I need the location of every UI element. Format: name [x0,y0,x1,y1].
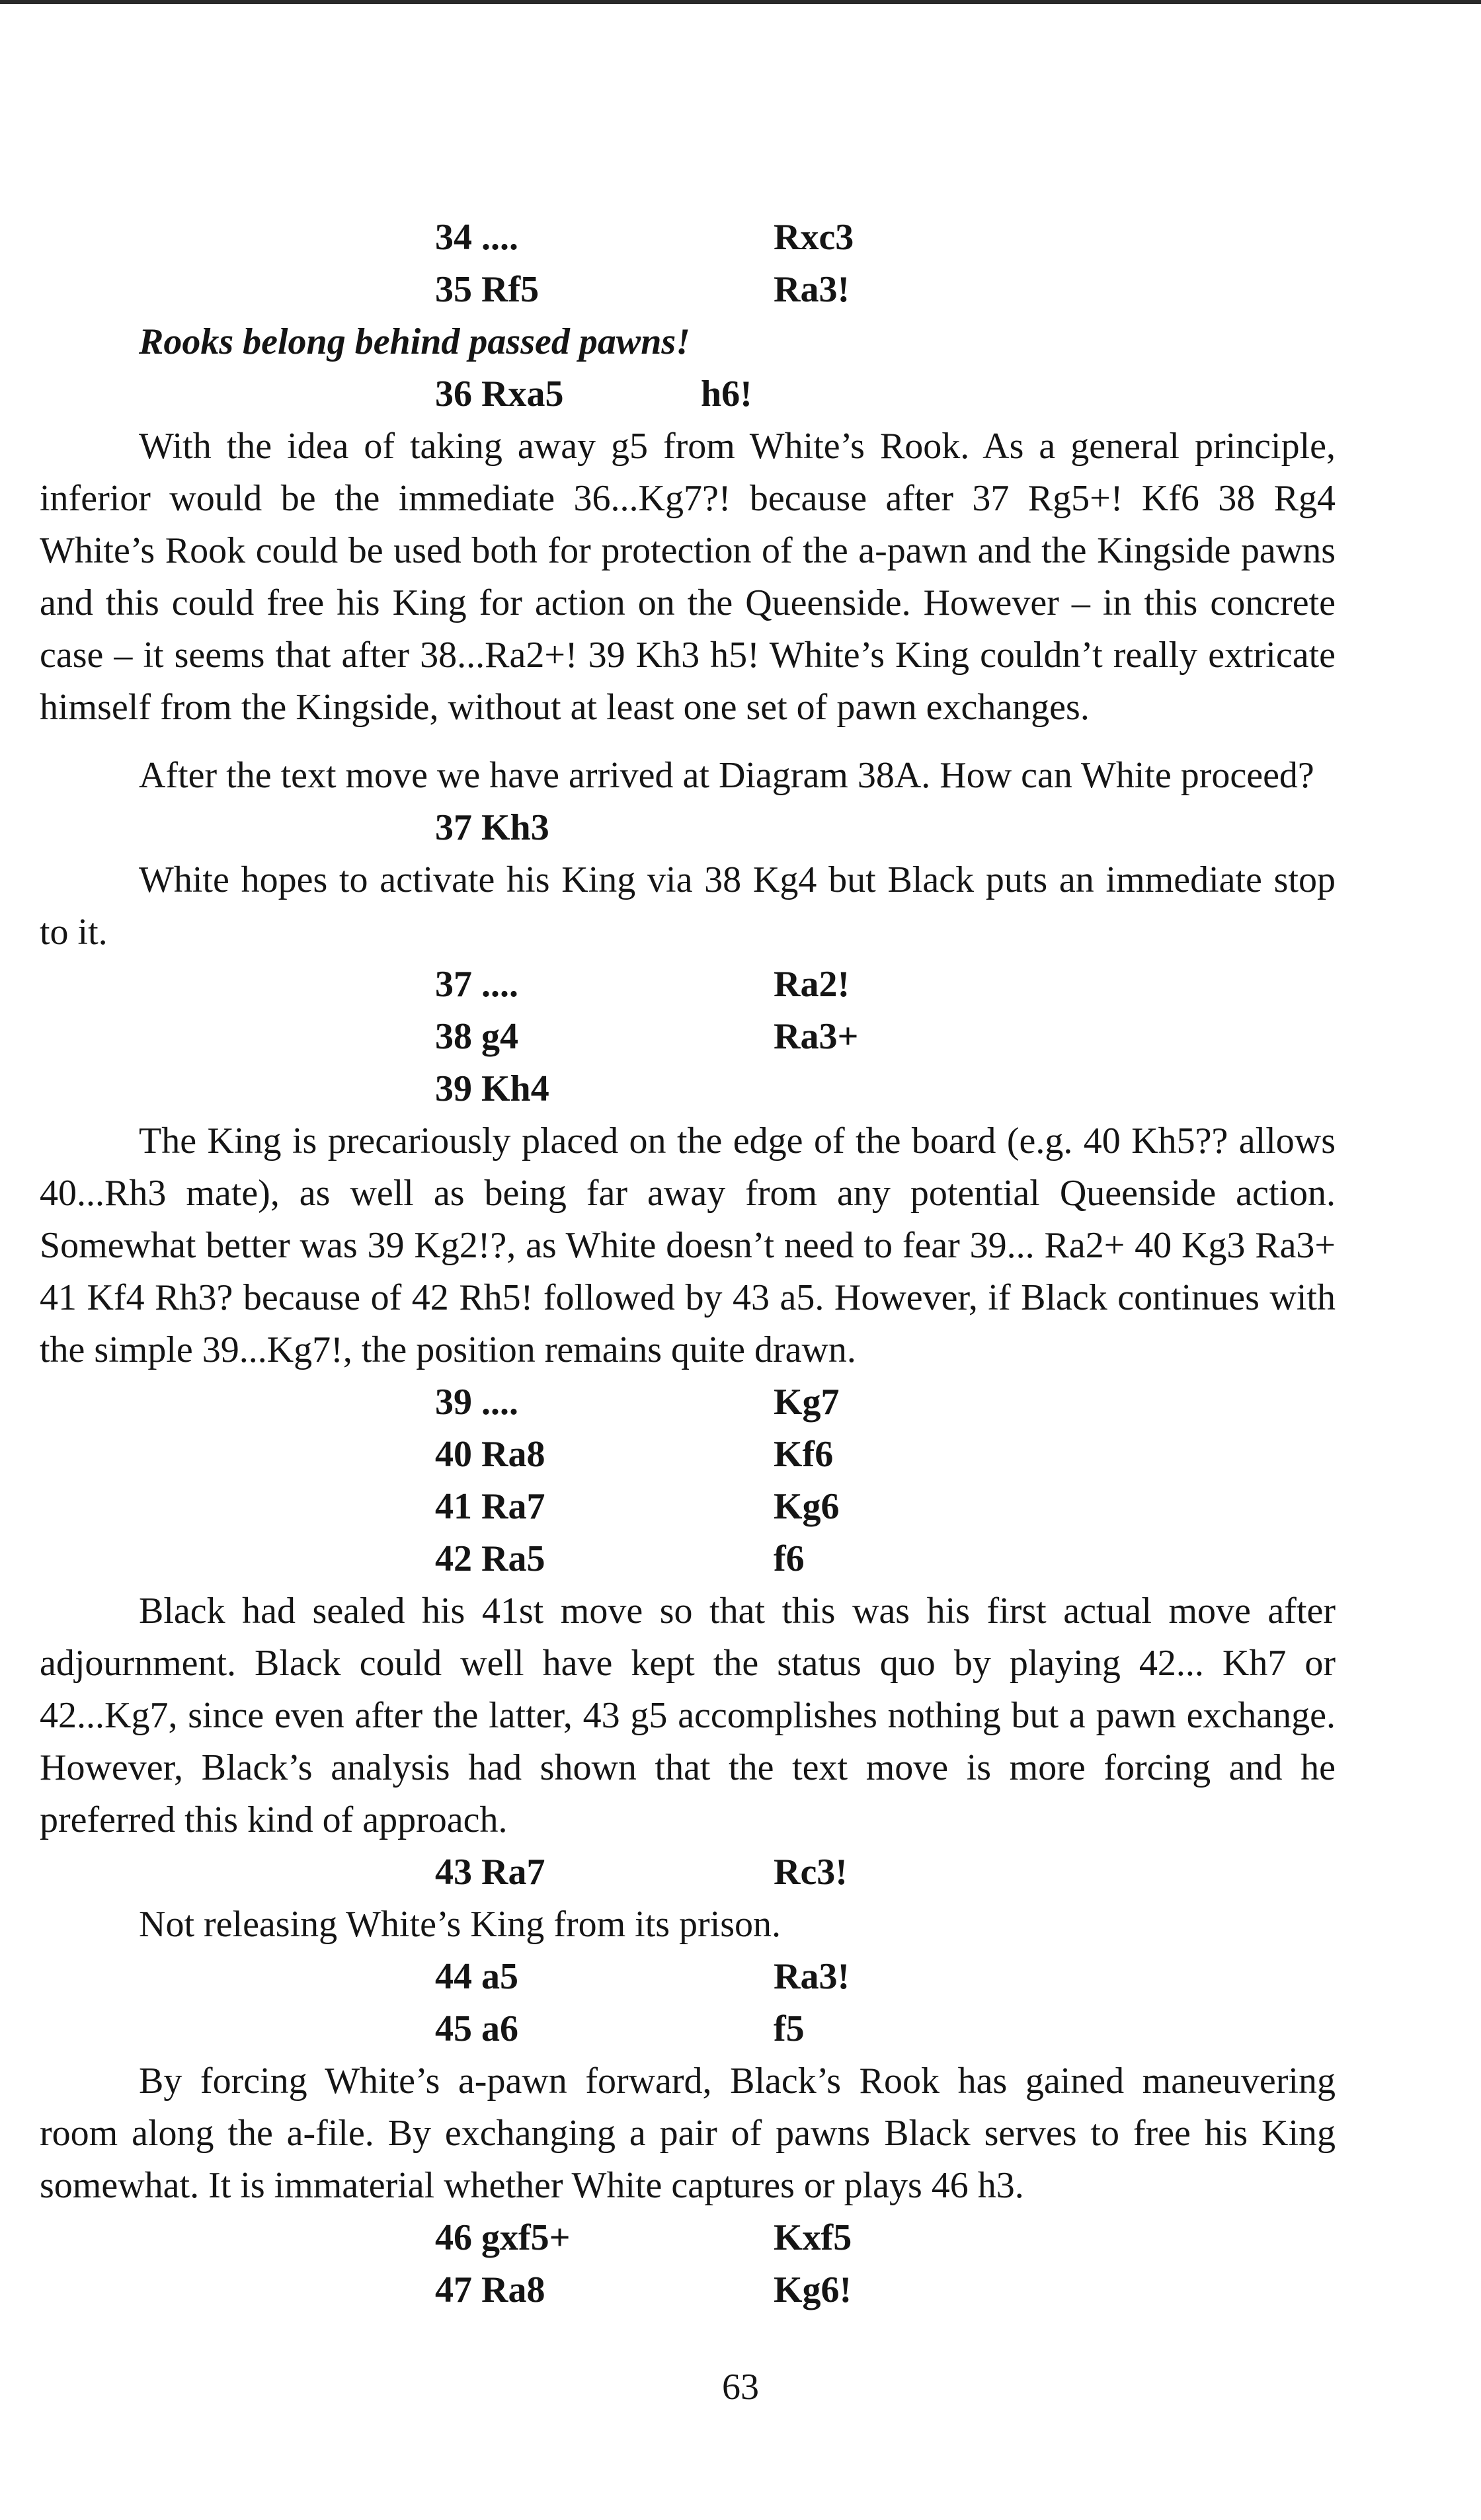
black-move: Ra3! [774,1956,850,1997]
move-row-42 [40,1533,1336,1585]
move-row-34 [40,212,1336,264]
white-move: 37 .... [435,964,518,1005]
black-move: Kg6! [774,2269,852,2310]
italic-comment: Rooks belong behind passed pawns! [139,321,690,362]
white-move: 43 Ra7 [435,1852,545,1893]
move-row-40 [40,1429,1336,1481]
white-move: 40 Ra8 [435,1434,545,1475]
page-body [40,212,1336,2316]
commentary-paragraph: By forcing White’s a-pawn forward, Black’s Rook has gained maneuvering room along the a-file. By exchanging a pair of pawns Black serves to free his King somewhat. It is immaterial whether White captures or plays 46 h3. [40,2061,1336,2206]
commentary-paragraph: White hopes to activate his King via 38 Kg4 but Black puts an immediate stop to it. [40,859,1336,953]
black-move: f5 [774,2008,805,2049]
move-row-36 [40,368,1336,420]
black-move: h6! [701,374,752,414]
white-move: 36 Rxa5 [435,374,564,414]
top-edge-rule [0,0,1481,4]
white-move: 46 gxf5+ [435,2217,571,2258]
commentary-paragraph: The King is precariously placed on the edge of the board (e.g. 40 Kh5?? allows 40...Rh3 mate), as well as being far away from any potential Queenside action. Somewhat better was 39 Kg2!?, as White doesn’t need to fear 39... Ra2+ 40 Kg3 Ra3+ 41 Kf4 Rh3? because of 42 Rh5! followed by 43 a5. However, if Black continues with the simple 39...Kg7!, the position remains quite drawn. [40,1121,1336,1370]
white-move: 42 Ra5 [435,1538,545,1579]
move-row-39 [40,1063,1336,1115]
commentary-paragraph: Not releasing White’s King from its prison. [139,1904,781,1945]
white-move: 39 .... [435,1382,518,1423]
white-move: 34 .... [435,217,518,258]
white-move: 45 a6 [435,2008,518,2049]
commentary-paragraph: After the text move we have arrived at Diagram 38A. How can White proceed? [139,755,1314,796]
black-move: Kg7 [774,1382,840,1423]
white-move: 35 Rf5 [435,269,540,310]
move-row-37 [40,802,1336,854]
move-row-39b [40,1376,1336,1429]
black-move: Kxf5 [774,2217,852,2258]
black-move: Ra3! [774,269,850,310]
move-row-43 [40,1846,1336,1899]
black-move: Rc3! [774,1852,848,1893]
commentary-paragraph: Black had sealed his 41st move so that this was his first actual move after adjournment. Black could well have kept the status quo by playing 42... Kh7 or 42...Kg7, since even after the latter, 43 g5 accomplishes nothing but a pawn exchange. However, Black’s analysis had shown that the text move is more forcing and he preferred this kind of approach. [40,1591,1336,1840]
black-move: Ra2! [774,964,850,1005]
move-row-38 [40,1011,1336,1063]
move-row-37b [40,959,1336,1011]
move-row-47 [40,2264,1336,2316]
move-row-44 [40,1951,1336,2003]
black-move: Rxc3 [774,217,854,258]
white-move: 38 g4 [435,1016,518,1057]
white-move: 41 Ra7 [435,1486,545,1527]
white-move: 37 Kh3 [435,807,549,848]
black-move: f6 [774,1538,805,1579]
white-move: 39 Kh4 [435,1068,549,1109]
white-move: 47 Ra8 [435,2269,545,2310]
move-row-46 [40,2212,1336,2264]
white-move: 44 a5 [435,1956,518,1997]
commentary-paragraph: With the idea of taking away g5 from White’s Rook. As a general principle, inferior would be the immediate 36...Kg7?! because after 37 Rg5+! Kf6 38 Rg4 White’s Rook could be used both for protection of the a-pawn and the Kingside pawns and this could free his King for action on the Queenside. However – in this concrete case – it seems that after 38...Ra2+! 39 Kh3 h5! White’s King couldn’t really extricate himself from the Kingside, without at least one set of pawn exchanges. [40,426,1336,728]
move-row-35 [40,264,1336,316]
move-row-45 [40,2003,1336,2055]
black-move: Kg6 [774,1486,840,1527]
page-number: 63 [722,2367,759,2408]
black-move: Kf6 [774,1434,834,1475]
black-move: Ra3+ [774,1016,859,1057]
move-row-41 [40,1481,1336,1533]
